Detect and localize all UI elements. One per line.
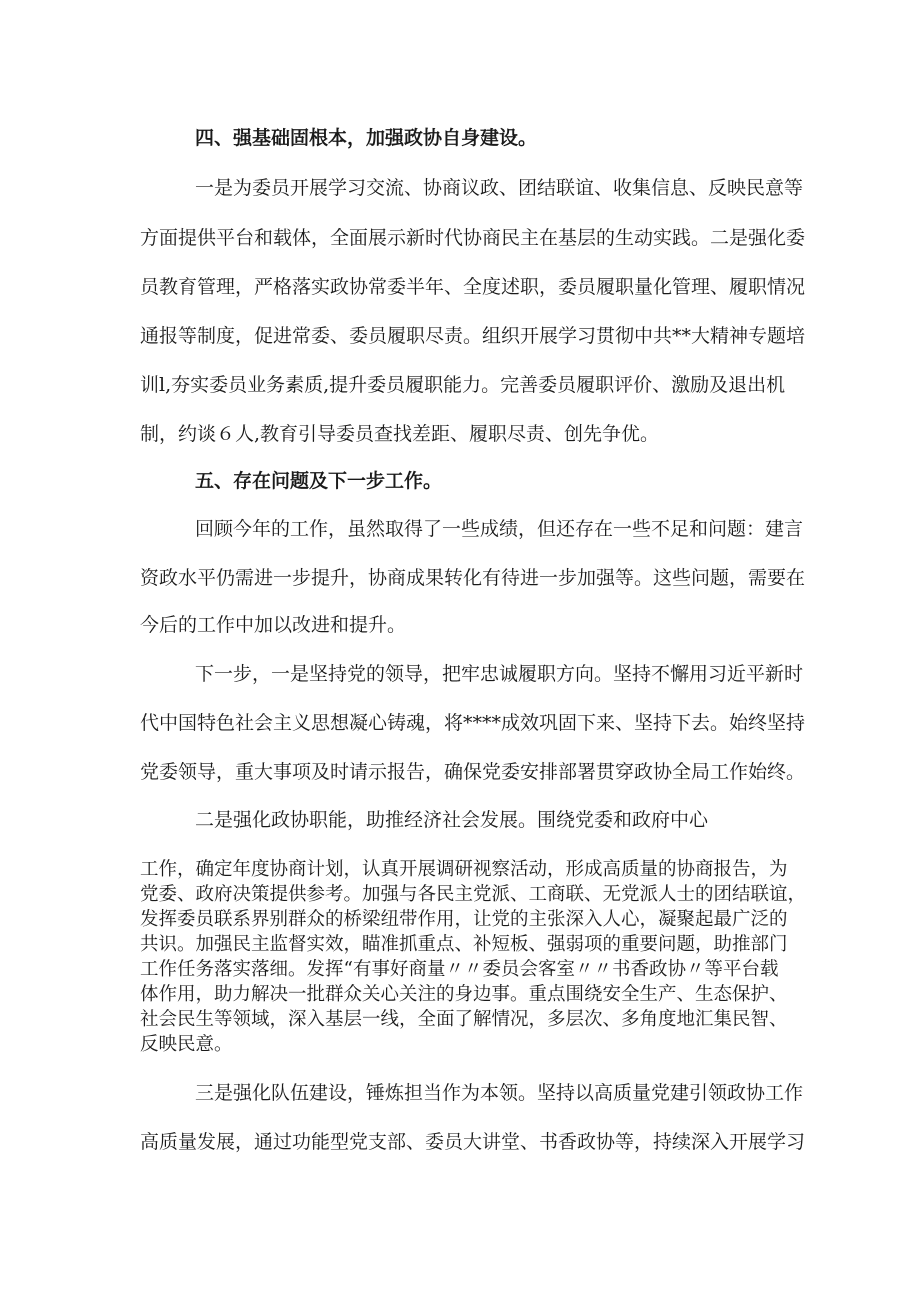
paragraph-line: 反映民意。 [140, 1034, 233, 1055]
paragraph-line: 党委领导，重大事项及时请示报告，确保党委安排部署贯穿政协全局工作始终。 [140, 761, 806, 783]
paragraph-line: 一是为委员开展学习交流、协商议政、团结联谊、收集信息、反映民意等 [195, 177, 804, 199]
paragraph-line: 体作用，助力解决一批群众关心关注的身边事。重点围绕安全生产、生态保护、 [140, 984, 788, 1005]
paragraph-line: 二是强化政协职能，助推经济社会发展。围绕党委和政府中心 [195, 809, 709, 831]
paragraph-line: 下一步，一是坚持党的领导，把牢忠诚履职方向。坚持不懈用习近平新时 [195, 663, 804, 685]
paragraph-line: 制，约谈６人,教育引导委员查找差距、履职尽责、创先争优。 [140, 423, 660, 445]
paragraph-line: 今后的工作中加以改进和提升。 [140, 614, 407, 636]
paragraph-line: 党委、政府决策提供参考。加强与各民主党派、工商联、无党派人士的团结联谊， [140, 884, 807, 905]
paragraph-line: 工作任务落实落细。发挥“有事好商量〃〃委员会客室〃〃书香政协〃等平台载 [140, 959, 779, 980]
paragraph-line: 资政水平仍需进一步提升，协商成果转化有待进一步加强等。这些问题，需要在 [140, 567, 806, 589]
paragraph-line: 通报等制度，促进常委、委员履职尽责。组织开展学习贯彻中共**大精神专题培 [140, 325, 806, 347]
paragraph-line: 共识。加强民主监督实效，瞄准抓重点、补短板、强弱项的重要问题，助推部门 [140, 934, 788, 955]
paragraph-line: 代中国特色社会主义思想凝心铸魂，将****成效巩固下来、坚持下去。始终坚持 [140, 712, 806, 734]
paragraph-line: 发挥委员联系界别群众的桥梁纽带作用，让党的主张深入人心，凝聚起最广泛的 [140, 909, 788, 930]
section-5-heading: 五、存在问题及下一步工作。 [195, 470, 443, 492]
paragraph-line: 三是强化队伍建设，锤炼担当作为本领。坚持以高质量党建引领政协工作 [195, 1082, 804, 1104]
paragraph-line: 高质量发展，通过功能型党支部、委员大讲堂、书香政协等，持续深入开展学习 [140, 1131, 806, 1153]
paragraph-line: 回顾今年的工作，虽然取得了一些成绩，但还存在一些不足和问题：建言 [195, 518, 804, 540]
section-4-heading: 四、强基础固根本，加强政协自身建设。 [195, 127, 538, 149]
paragraph-line: 社会民生等领域，深入基层一线，全面了解情况，多层次、多角度地汇集民智、 [140, 1009, 788, 1030]
paragraph-line: 方面提供平台和载体，全面展示新时代协商民主在基层的生动实践。二是强化委 [140, 227, 806, 249]
paragraph-line: 工作，确定年度协商计划，认真开展调研视察活动，形成高质量的协商报告，为 [140, 859, 788, 880]
paragraph-line: 员教育管理，严格落实政协常委半年、全度述职，委员履职量化管理、履职情况 [140, 276, 806, 298]
paragraph-line: 训l,夯实委员业务素质,提升委员履职能力。完善委员履职评价、激励及退出机 [140, 374, 786, 396]
